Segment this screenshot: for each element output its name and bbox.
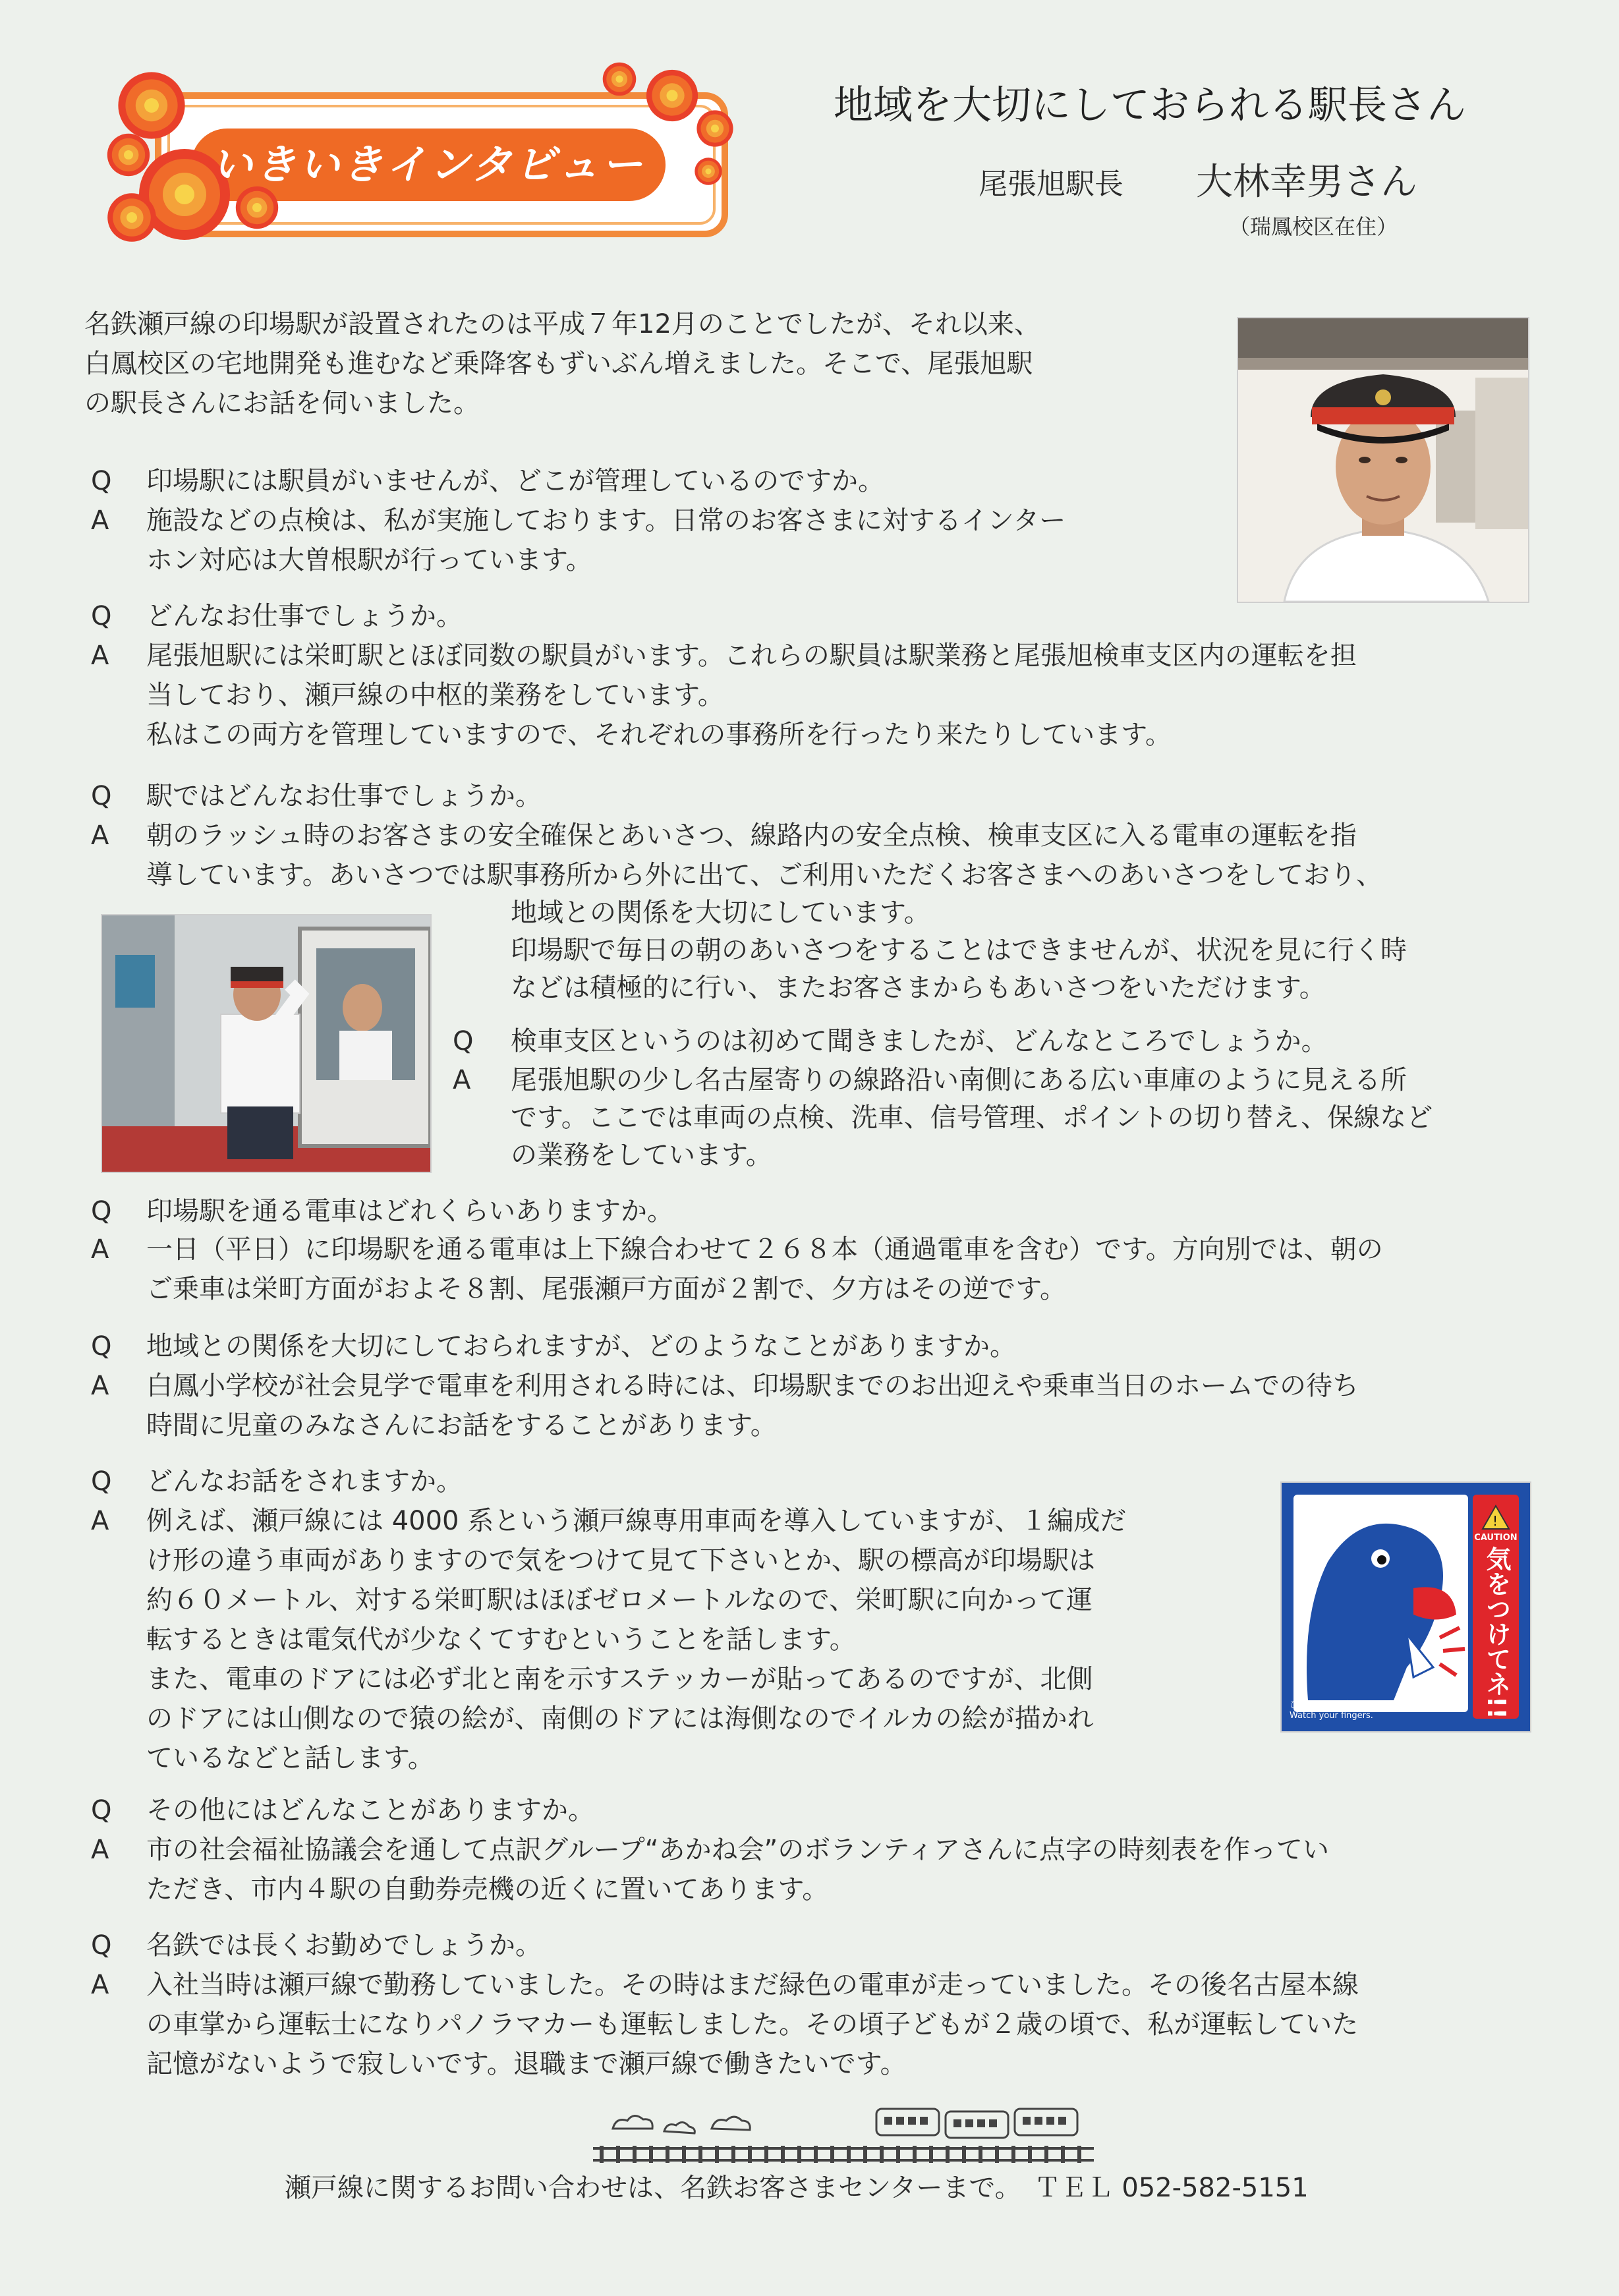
answer-line: 地域との関係を大切にしています。 xyxy=(511,898,930,928)
a-mark: A xyxy=(91,505,109,536)
answer-line: の業務をしています。 xyxy=(511,1140,772,1170)
answer-line: 朝のラッシュ時のお客さまの安全確保とあいさつ、線路内の安全点検、検車支区に入る電車の運転を指 xyxy=(146,820,1357,851)
svg-text:!: ! xyxy=(1492,1513,1498,1529)
question-text: 検車支区というのは初めて聞きましたが、どんなところでしょうか。 xyxy=(511,1026,1328,1056)
question-text: 印場駅を通る電車はどれくらいありますか。 xyxy=(146,1196,673,1226)
answer-line: などは積極的に行い、またお客さまからもあいさつをいただけます。 xyxy=(511,973,1326,1003)
answer-line: 導しています。あいさつでは駅事務所から外に出て、ご利用いただくお客さまへのあいさつをしており、 xyxy=(146,860,1382,890)
intro-line: の駅長さんにお話を伺いました。 xyxy=(84,388,480,418)
a-mark: A xyxy=(91,1506,109,1536)
q-mark: Q xyxy=(91,1930,112,1961)
q-mark: Q xyxy=(91,781,112,811)
answer-line: ご乗車は栄町方面がおよそ８割、尾張瀬戸方面が２割で、夕方はその逆です。 xyxy=(146,1274,1066,1304)
train-illustration xyxy=(586,2102,1100,2175)
station-master-photo xyxy=(1237,317,1529,603)
answer-line: ただき、市内４駅の自動券売機の近くに置いてあります。 xyxy=(146,1874,829,1905)
answer-line: 印場駅で毎日の朝のあいさつをすることはできませんが、状況を見に行く時 xyxy=(511,935,1407,965)
a-mark: A xyxy=(453,1065,471,1095)
question-text: 駅ではどんなお仕事でしょうか。 xyxy=(146,781,542,811)
answer-line: 記憶がないようで寂しいです。退職まで瀬戸線で働きたいです。 xyxy=(146,2049,907,2079)
interviewee-residence: （瑞鳳校区在住） xyxy=(1229,214,1398,239)
question-text: 印場駅には駅員がいませんが、どこが管理しているのですか。 xyxy=(146,466,884,496)
a-mark: A xyxy=(91,1970,109,2000)
answer-line: 私はこの両方を管理していますので、それぞれの事務所を行ったり来たりしています。 xyxy=(146,720,1172,750)
answer-line: 市の社会福祉協議会を通して点訳グループ“あかね会”のボランティアさんに点字の時刻表を作ってい xyxy=(146,1835,1330,1865)
interviewee-name: 大林幸男さん xyxy=(1196,161,1417,204)
banner-label: いきいきインタビュー xyxy=(212,140,645,188)
question-text: その他にはどんなことがありますか。 xyxy=(146,1795,594,1825)
question-text: 名鉄では長くお勤めでしょうか。 xyxy=(146,1930,542,1961)
answer-line: ホン対応は大曽根駅が行っています。 xyxy=(146,545,592,575)
answer-line: 施設などの点検は、私が実施しております。日常のお客さまに対するインター xyxy=(146,505,1066,536)
answer-line: 尾張旭駅の少し名古屋寄りの線路沿い南側にある広い車庫のように見える所 xyxy=(511,1065,1407,1095)
door-sticker xyxy=(1280,1481,1531,1733)
q-mark: Q xyxy=(453,1026,474,1056)
salute-photo xyxy=(101,914,432,1173)
q-mark: Q xyxy=(91,1196,112,1226)
question-text: 地域との関係を大切にしておられますが、どのようなことがありますか。 xyxy=(146,1331,1016,1362)
a-mark: A xyxy=(91,1234,109,1265)
intro-line: 白鳳校区の宅地開発も進むなど乗降客もずいぶん増えました。そこで、尾張旭駅 xyxy=(84,349,1033,379)
answer-line: また、電車のドアには必ず北と南を示すステッカーが貼ってあるのですが、北側 xyxy=(146,1664,1093,1694)
answer-line: 時間に児童のみなさんにお話をすることがあります。 xyxy=(146,1410,777,1441)
a-mark: A xyxy=(91,1835,109,1865)
a-mark: A xyxy=(91,820,109,851)
answer-line: 当しており、瀬戸線の中枢的業務をしています。 xyxy=(146,680,724,710)
answer-line: 転するときは電気代が少なくてすむということを話します。 xyxy=(146,1624,856,1655)
answer-line: のドアには山側なので猿の絵が、南側のドアには海側なのでイルカの絵が描かれ xyxy=(146,1704,1094,1734)
answer-line: 入社当時は瀬戸線で勤務していました。その時はまだ緑色の電車が走っていました。その後名古屋本線 xyxy=(146,1970,1359,2000)
answer-line: ているなどと話します。 xyxy=(146,1743,434,1773)
question-text: どんなお話をされますか。 xyxy=(146,1466,463,1497)
sticker-small-en: Watch your fingers. xyxy=(1290,1711,1373,1721)
q-mark: Q xyxy=(91,1795,112,1825)
sticker-caution: CAUTION xyxy=(1474,1533,1518,1543)
interviewee-role: 尾張旭駅長 xyxy=(979,167,1123,201)
answer-line: 尾張旭駅には栄町駅とほぼ同数の駅員がいます。これらの駅員は駅業務と尾張旭検車支区内の運転を担 xyxy=(146,641,1357,671)
intro-line: 名鉄瀬戸線の印場駅が設置されたのは平成７年12月のことでしたが、それ以来、 xyxy=(84,309,1040,339)
a-mark: A xyxy=(91,641,109,671)
answer-line: の車掌から運転士になりパノラマカーも運転しました。その頃子どもが２歳の頃で、私が運転していた xyxy=(146,2009,1359,2040)
a-mark: A xyxy=(91,1371,109,1401)
page-title: 地域を大切にしておられる駅長さん xyxy=(834,82,1466,129)
banner xyxy=(92,56,738,254)
q-mark: Q xyxy=(91,1331,112,1362)
sticker-small-jp: ひらくドアに手をひきこまれないように xyxy=(1290,1700,1444,1710)
answer-line: け形の違う車両がありますので気をつけて見て下さいとか、駅の標高が印場駅は xyxy=(146,1545,1095,1576)
answer-line: 約６０メートル、対する栄町駅はほぼゼロメートルなので、栄町駅に向かって運 xyxy=(146,1585,1093,1615)
q-mark: Q xyxy=(91,601,112,631)
answer-line: 白鳳小学校が社会見学で電車を利用される時には、印場駅までのお出迎えや乗車当日のホームでの待ち xyxy=(146,1371,1359,1401)
sticker-main-text: 気をつけてネ!! xyxy=(1482,1546,1511,1719)
answer-line: 例えば、瀬戸線には 4000 系という瀬戸線専用車両を導入していますが、１編成だ xyxy=(146,1506,1127,1536)
answer-line: です。ここでは車両の点検、洗車、信号管理、ポイントの切り替え、保線など xyxy=(511,1103,1433,1133)
answer-line: 一日（平日）に印場駅を通る電車は上下線合わせて２６８本（通過電車を含む）です。方向別では、朝の xyxy=(146,1234,1383,1265)
q-mark: Q xyxy=(91,1466,112,1497)
question-text: どんなお仕事でしょうか。 xyxy=(146,601,463,631)
q-mark: Q xyxy=(91,466,112,496)
footer-contact: 瀬戸線に関するお問い合わせは、名鉄お客さまセンターまで。 ＴＥＬ 052-582-5151 xyxy=(285,2173,1309,2203)
